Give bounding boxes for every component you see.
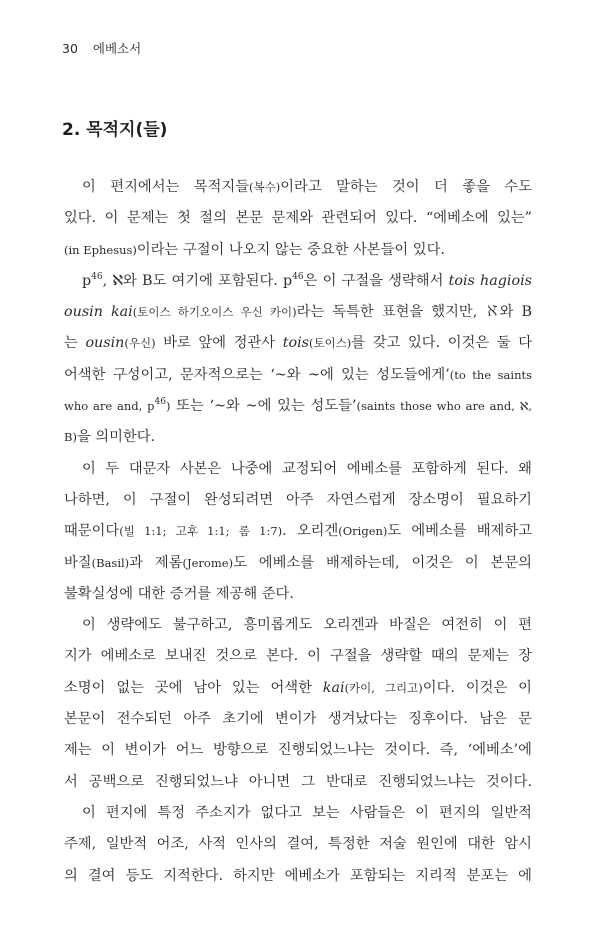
text-line	[64, 641, 532, 672]
text-run: 을 의미한다.	[76, 429, 156, 446]
text-run: 이다. 이것은 이	[422, 679, 532, 696]
parenthetical: (Basil)	[91, 555, 130, 570]
text-run: 주제, 일반적 어조, 사적 인사의 결여, 특정한 저술 원인에 대한 암시	[64, 836, 532, 853]
text-run: 이 편지에 특정 주소지가 없다고 보는 사람들은 이 편지의 일반적	[82, 804, 532, 821]
page-number: 30	[62, 41, 78, 56]
parenthetical: (빌 1:1; 고후 1:1; 롬 1:7)	[119, 524, 283, 539]
text-run: 서 공백으로 진행되었느냐 아니면 그 반대로 진행되었느냐는 것이다.	[64, 773, 532, 790]
italic-term: ousin	[85, 335, 125, 352]
text-run: 때문이다	[64, 523, 120, 540]
italic-term: kai	[322, 679, 345, 696]
text-run: 소명이 없는 곳에 남아 있는 어색한	[64, 679, 323, 696]
parenthetical: (Jerome)	[182, 555, 234, 570]
text-line	[64, 235, 532, 266]
text-line	[64, 673, 532, 704]
italic-term: ousin kai	[64, 304, 133, 321]
text-run: 과 제롬	[129, 554, 183, 571]
text-run: . 오리겐	[282, 523, 339, 540]
text-run: 라는 독특한 표현을 했지만, ℵ와 B	[296, 304, 532, 321]
parenthetical: B)	[64, 430, 77, 445]
section-title: 2. 목적지(들)	[62, 120, 168, 140]
book-title: 에베소서	[92, 41, 142, 56]
text-run: 도 에베소를 배제하는데, 이것은 이 본문의	[233, 554, 532, 571]
text-run: 바질	[64, 554, 92, 571]
text-run: 지가 에베소로 보내진 것으로 본다. 이 구절을 생략할 때의 문제는 장	[64, 648, 532, 665]
parenthetical: (Origen)	[338, 524, 388, 539]
parenthetical: (우신)	[124, 336, 156, 351]
text-run: 은 이 구절을 생략해서	[303, 272, 449, 289]
italic-term: tois hagiois	[448, 272, 532, 289]
text-line	[64, 391, 532, 422]
text-line	[64, 266, 532, 297]
text-run: 이 생략에도 불구하고, 흥미롭게도 오리겐과 바질은 여전히 이 편	[82, 617, 532, 634]
parenthetical: (토이스)	[308, 336, 352, 351]
text-line	[64, 579, 532, 610]
text-run: 제는 이 변이가 어느 방향으로 진행되었느냐는 것이다. 즉, ‘에베소’에	[64, 742, 532, 759]
text-line	[64, 360, 532, 391]
parenthetical: (카이, 그리고)	[344, 680, 423, 695]
text-run: 이 편지에서는 목적지들	[82, 179, 250, 195]
text-run: 불확실성에 대한 증거를 제공해 준다.	[64, 585, 294, 602]
text-line	[64, 203, 532, 234]
text-line	[64, 516, 532, 547]
text-run: p	[82, 272, 92, 289]
text-line	[64, 610, 532, 641]
superscript: 46	[154, 397, 166, 408]
parenthetical: (토이스 하기오이스 우신 카이)	[132, 305, 297, 320]
text-line	[64, 735, 532, 766]
text-line	[64, 798, 532, 829]
superscript: 46	[292, 272, 304, 283]
italic-term: tois	[282, 335, 309, 352]
parenthetical: )	[165, 399, 171, 414]
text-line	[64, 548, 532, 579]
text-line	[64, 454, 532, 485]
superscript: 46	[91, 272, 103, 283]
running-head	[62, 39, 141, 57]
text-run: 이 두 대문자 사본은 나중에 교정되어 에베소를 포함하게 된다. 왜	[82, 460, 532, 477]
text-run: 를 갖고 있다. 이것은 둘 다	[351, 335, 532, 352]
parenthetical: who are and, p	[64, 399, 155, 414]
parenthetical: (to the saints	[449, 367, 532, 382]
text-run: 의 결여 등도 지적한다. 하지만 에베소가 포함되는 지리적 분포는 에	[64, 867, 532, 884]
text-run: , ℵ와 B도 여기에 포함된다. p	[102, 272, 293, 289]
parenthetical: (복수)	[249, 180, 281, 194]
text-run: 어색한 구성이고, 문자적으로는 ‘~와 ~에 있는 성도들에게’	[64, 366, 450, 383]
text-run: 이라는 구절이 나오지 않는 중요한 사본들이 있다.	[136, 241, 445, 258]
parenthetical: (saints those who are and, ℵ,	[356, 399, 532, 414]
body-text	[64, 172, 532, 892]
text-line	[64, 172, 532, 203]
text-run: 본문이 전수되던 아주 초기에 변이가 생겨났다는 징후이다. 남은 문	[64, 711, 532, 728]
text-run: 바로 앞에 정관사	[155, 335, 283, 352]
text-run: 이라고 말하는 것이 더 좋을 수도	[280, 179, 532, 195]
text-line	[64, 767, 532, 798]
text-line	[64, 485, 532, 516]
text-line	[64, 328, 532, 359]
text-line	[64, 829, 532, 860]
text-line	[64, 297, 532, 328]
text-run: 는	[64, 335, 86, 352]
text-line	[64, 861, 532, 892]
parenthetical: (in Ephesus)	[64, 242, 137, 257]
text-run: 도 에베소를 배제하고	[387, 523, 532, 540]
text-line	[64, 704, 532, 735]
text-run: 또는 ‘~와 ~에 있는 성도들’	[170, 398, 357, 415]
text-run: 나하면, 이 구절이 완성되려면 아주 자연스럽게 장소명이 필요하기	[64, 491, 532, 508]
text-line	[64, 422, 532, 453]
text-run: 있다. 이 문제는 첫 절의 본문 문제와 관련되어 있다. “에베소에 있는”	[64, 210, 532, 227]
